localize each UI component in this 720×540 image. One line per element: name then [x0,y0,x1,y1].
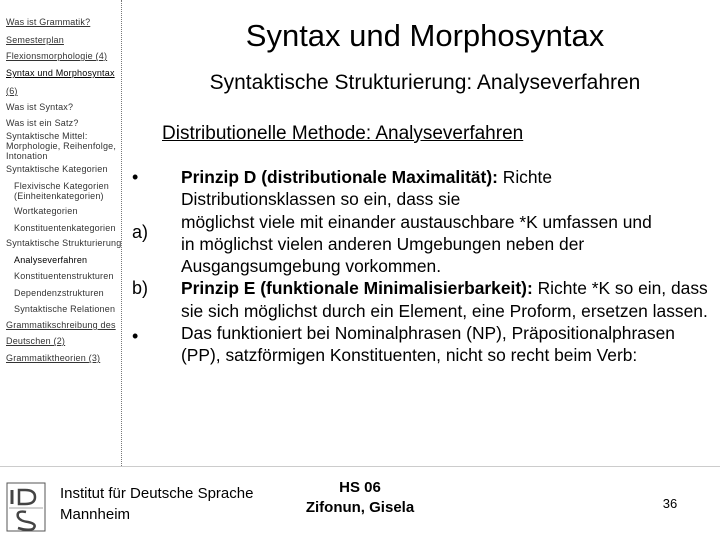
sidebar-item-syntaktische-kategorien[interactable]: Syntaktische Kategorien [6,164,108,174]
sidebar-item-dependenzstrukturen[interactable]: Dependenzstrukturen [14,288,104,298]
sidebar-item-was-ist-grammatik[interactable]: Was ist Grammatik? [6,17,91,27]
institute-city: Mannheim [60,506,131,523]
author-name: Zifonun, Gisela [305,499,415,516]
page-number: 36 [662,496,678,511]
list-item-a: möglichst viele mit einander austauschbare *K umfassen und [181,211,652,232]
list-item-b: in möglichst vielen anderen Umgebungen neben der Ausgangsumgebung vorkommen. [181,233,585,277]
sidebar-navigation [0,0,122,466]
sidebar-item-semesterplan[interactable]: Semesterplan [6,35,64,45]
principle-d [181,166,711,211]
sidebar-item-flexionsmorphologie[interactable]: Flexionsmorphologie (4) [6,51,108,61]
sidebar-item-syntaktische-relationen[interactable]: Syntaktische Relationen [14,304,116,314]
sidebar-item-syntaktische-mittel[interactable]: Syntaktische Mittel: Morphologie, Reihenfolge, Intonation [6,131,117,161]
sidebar-item-syntax-count[interactable]: (6) [6,86,18,96]
sidebar-item-wortkategorien[interactable]: Wortkategorien [14,206,78,216]
principle-e [181,277,711,366]
list-marker-a: a) [132,222,149,242]
sidebar-item-grammatikschreibung-count[interactable]: Deutschen (2) [6,336,66,346]
principle-d-text: Richte Distributionsklassen so ein, dass sie [181,167,553,210]
principle-e-label: Prinzip E (funktionale Minimalisierbarkeit): [181,278,533,299]
principle-e-text: Richte *K so ein, dass sie sich möglichst durch ein Element, eine Proform, ersetzen lassen. Das funktioniert bei Nominalphrasen (NP), Präpositionalphrasen (PP), satzförmigen Konstituenten, nicht so recht beim Verb: [181,278,708,366]
sidebar-item-grammatiktheorien[interactable]: Grammatiktheorien (3) [6,353,101,363]
sidebar-item-konstituentenstrukturen[interactable]: Konstituentenstrukturen [14,271,114,281]
sidebar-item-was-ist-syntax[interactable]: Was ist Syntax? [6,102,74,112]
slide-subtitle: Syntaktische Strukturierung: Analyseverfahren [209,71,641,94]
bullet-marker: • [132,167,139,187]
sidebar-item-analyseverfahren[interactable]: Analyseverfahren [14,255,88,265]
sidebar-item-syntax-und-morphosyntax[interactable]: Syntax und Morphosyntax [6,68,115,78]
slide-title: Syntax und Morphosyntax [245,18,605,53]
course-code: HS 06 [339,479,381,496]
sidebar-item-was-ist-ein-satz[interactable]: Was ist ein Satz? [6,118,79,128]
sidebar-item-syntaktische-strukturierung[interactable]: Syntaktische Strukturierung [6,238,122,248]
slide-body [181,166,711,367]
sidebar-item-flexivische-kategorien[interactable]: Flexivische Kategorien (Einheitenkategorien) [14,181,109,201]
footer-divider [0,466,720,467]
list-marker-b: b) [132,278,149,298]
sidebar-item-konstituentenkategorien[interactable]: Konstituentenkategorien [14,223,116,233]
sidebar-item-grammatikschreibung[interactable]: Grammatikschreibung des [6,320,116,330]
section-heading: Distributionelle Methode: Analyseverfahren [162,123,524,144]
institute-name: Institut für Deutsche Sprache [60,485,254,502]
bullet-marker: • [132,326,139,346]
principle-d-label: Prinzip D (distributionale Maximalität): [181,167,498,187]
ids-logo-icon [6,482,46,532]
